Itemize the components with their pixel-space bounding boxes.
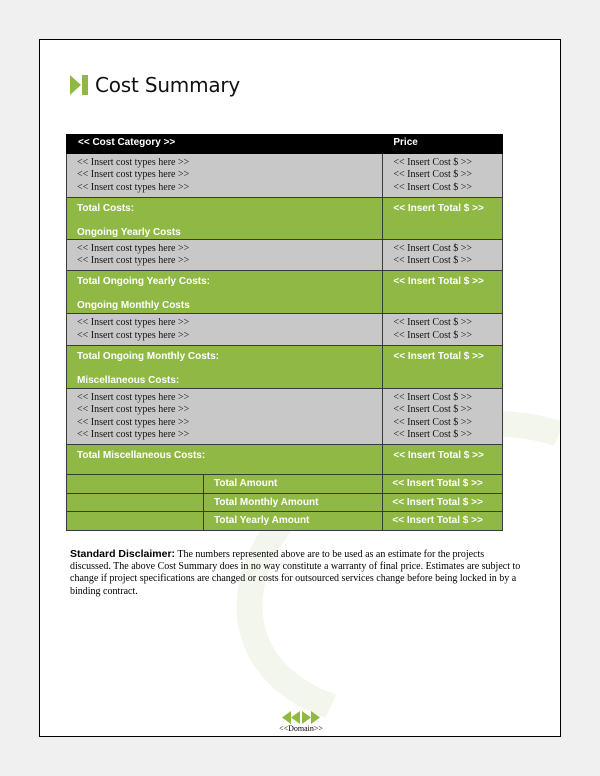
cost-types-cell bbox=[67, 389, 383, 445]
total-value: << Insert Total $ >> bbox=[383, 271, 503, 314]
cost-price-item: << Insert Cost $ >> bbox=[393, 329, 473, 341]
total-label: Total Miscellaneous Costs: bbox=[77, 450, 206, 462]
cost-price-item: << Insert Cost $ >> bbox=[393, 242, 473, 254]
total-label-cell bbox=[67, 445, 383, 475]
cost-price-item: << Insert Cost $ >> bbox=[393, 157, 473, 168]
cost-type-item: << Insert cost types here >> bbox=[77, 317, 190, 329]
table-row bbox=[67, 445, 503, 475]
cost-price-item: << Insert Cost $ >> bbox=[393, 255, 473, 267]
disclaimer bbox=[70, 548, 525, 598]
page-nav bbox=[40, 711, 561, 724]
table-row bbox=[67, 389, 503, 445]
summary-label-cell bbox=[67, 493, 383, 512]
cost-table bbox=[66, 134, 503, 531]
cost-price-item: << Insert Cost $ >> bbox=[393, 428, 473, 440]
cost-prices-cell bbox=[383, 389, 503, 445]
header-price: Price bbox=[383, 135, 503, 154]
total-label-cell bbox=[67, 271, 383, 314]
summary-label: Total Monthly Amount bbox=[214, 496, 319, 508]
section-heading: Miscellaneous Costs: bbox=[77, 375, 180, 387]
summary-value: << Insert Total $ >> bbox=[383, 512, 503, 531]
cost-types-cell bbox=[67, 154, 383, 198]
summary-label: Total Amount bbox=[214, 478, 278, 490]
page-title: Cost Summary bbox=[95, 73, 241, 97]
summary-row bbox=[67, 512, 503, 531]
fast-forward-icon[interactable] bbox=[302, 711, 320, 724]
total-label: Total Ongoing Yearly Costs: bbox=[77, 276, 210, 288]
cost-type-item: << Insert cost types here >> bbox=[77, 181, 190, 193]
section-heading: Ongoing Yearly Costs bbox=[77, 226, 181, 238]
cost-price-item: << Insert Cost $ >> bbox=[393, 392, 473, 404]
cost-price-item: << Insert Cost $ >> bbox=[393, 317, 473, 329]
cost-types-cell bbox=[67, 314, 383, 346]
domain-label: <<Domain>> bbox=[279, 724, 323, 733]
cost-types-cell bbox=[67, 239, 383, 271]
logo-icon bbox=[70, 75, 89, 95]
total-label-cell bbox=[67, 346, 383, 389]
total-value: << Insert Total $ >> bbox=[383, 346, 503, 389]
cost-price-item: << Insert Cost $ >> bbox=[393, 181, 473, 193]
cost-type-item: << Insert cost types here >> bbox=[77, 428, 190, 440]
rewind-icon[interactable] bbox=[282, 711, 300, 724]
summary-label: Total Yearly Amount bbox=[214, 515, 310, 527]
disclaimer-heading: Standard Disclaimer: bbox=[70, 548, 176, 560]
section-heading: Ongoing Monthly Costs bbox=[77, 300, 190, 312]
cost-type-item: << Insert cost types here >> bbox=[77, 157, 190, 168]
total-label: Total Ongoing Monthly Costs: bbox=[77, 351, 220, 363]
cost-type-item: << Insert cost types here >> bbox=[77, 169, 190, 181]
document-page bbox=[39, 39, 561, 737]
cost-type-item: << Insert cost types here >> bbox=[77, 255, 190, 267]
cost-price-item: << Insert Cost $ >> bbox=[393, 416, 473, 428]
title-row bbox=[70, 73, 240, 97]
header-category: << Cost Category >> bbox=[67, 135, 383, 154]
cost-prices-cell bbox=[383, 154, 503, 198]
summary-value: << Insert Total $ >> bbox=[383, 475, 503, 494]
table-row bbox=[67, 197, 503, 239]
summary-row bbox=[67, 493, 503, 512]
total-label-cell bbox=[67, 197, 383, 239]
cost-type-item: << Insert cost types here >> bbox=[77, 329, 190, 341]
table-row bbox=[67, 314, 503, 346]
footer bbox=[40, 711, 561, 733]
cost-prices-cell bbox=[383, 239, 503, 271]
summary-label-cell bbox=[67, 512, 383, 531]
total-value: << Insert Total $ >> bbox=[383, 445, 503, 475]
disclaimer-text: The numbers represented above are to be used as an estimate for the projects discussed. The above Cost Summary does in no way constitute a warranty of final price. Estimates are subject to change if project specifications are changed or costs for outsourced services change before being locked in by a binding contract. bbox=[70, 549, 521, 597]
table-row bbox=[67, 239, 503, 271]
cost-type-item: << Insert cost types here >> bbox=[77, 242, 190, 254]
summary-label-cell bbox=[67, 475, 383, 494]
cost-type-item: << Insert cost types here >> bbox=[77, 416, 190, 428]
cost-price-item: << Insert Cost $ >> bbox=[393, 404, 473, 416]
table-row bbox=[67, 346, 503, 389]
summary-row bbox=[67, 475, 503, 494]
cost-type-item: << Insert cost types here >> bbox=[77, 392, 190, 404]
cost-prices-cell bbox=[383, 314, 503, 346]
table-row bbox=[67, 154, 503, 198]
cost-price-item: << Insert Cost $ >> bbox=[393, 169, 473, 181]
table-row bbox=[67, 271, 503, 314]
summary-value: << Insert Total $ >> bbox=[383, 493, 503, 512]
cost-type-item: << Insert cost types here >> bbox=[77, 404, 190, 416]
total-label: Total Costs: bbox=[77, 202, 135, 214]
table-header-row bbox=[67, 135, 503, 154]
total-value: << Insert Total $ >> bbox=[383, 197, 503, 239]
